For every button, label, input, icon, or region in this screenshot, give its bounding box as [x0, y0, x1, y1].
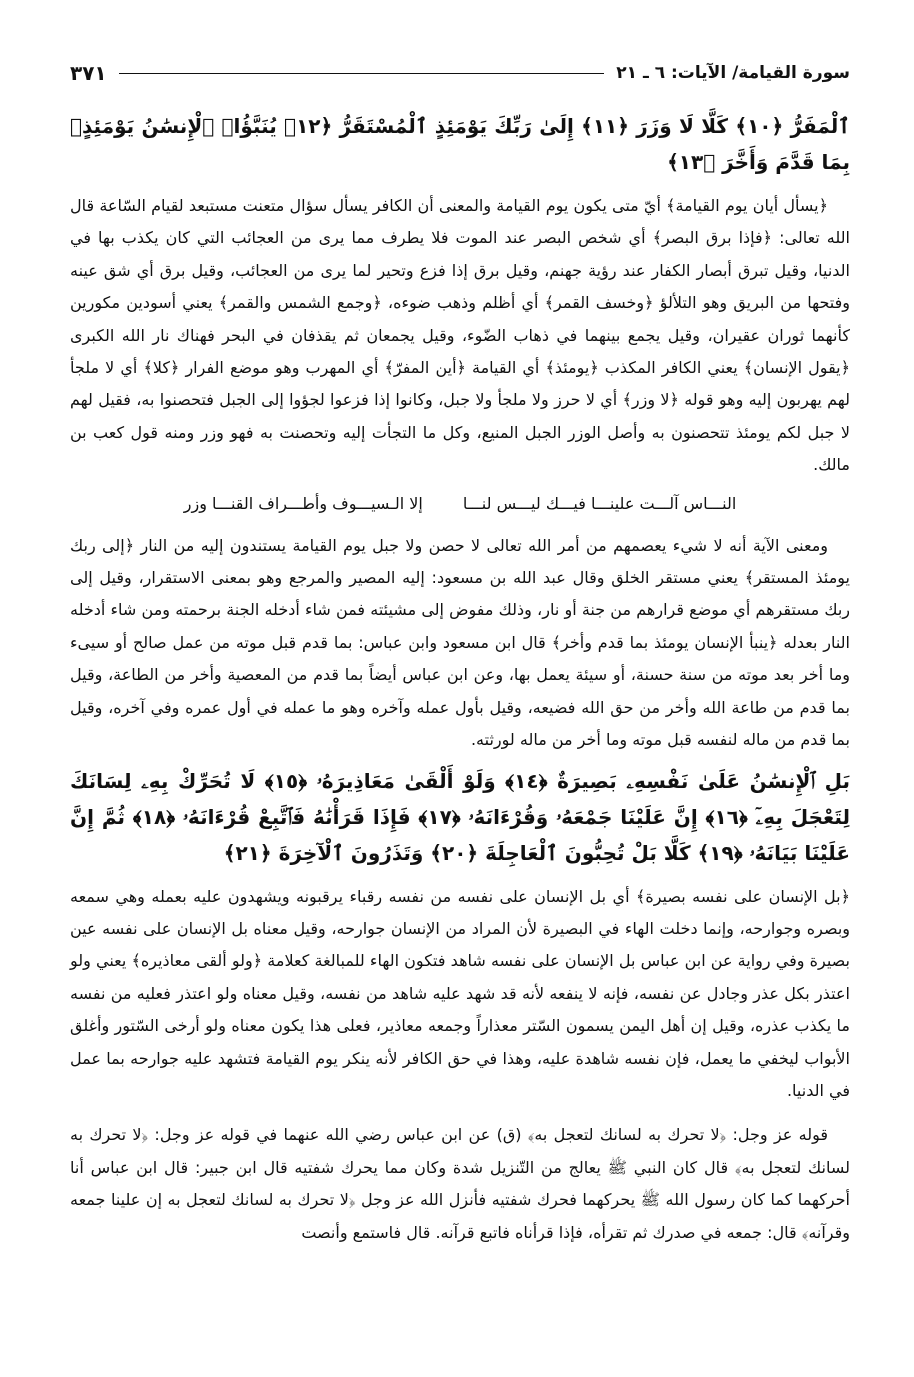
- commentary-paragraph-2: ومعنى الآية أنه لا شيء يعصمهم من أمر الله تعالى لا حصن ولا جبل يوم القيامة يستندون إليه من النار ﴿إلى ربك يومئذ المستقر﴾ يعني مستقر الخلق وقال عبد الله بن مسعود: إليه المصير والمرجع وهو بمعنى الاستقرار، وقيل إلى ربك مستقرهم أي موضع قرارهم من جنة أو نار، وذلك مفوض إلى مشيئته فمن شاء أدخله الجنة برحمته ومن شاء أدخله النار بعدله ﴿ينبأ الإنسان يومئذ بما قدم وأخر﴾ قال ابن مسعود وابن عباس: بما قدم قبل موته من عمل صالح أو سيىء وما أخر بعد موته من سنة حسنة، أو سيئة يعمل بها، وعن ابن عباس أيضاً بما قدم من المعصية وأخر من الطاعة، وقيل بما قدم من طاعة الله وأخر من حق الله فضيعه، وقيل بأول عمله وآخره وهو ما عمله في أول عمره وفي آخره، وقيل بما قدم من ماله لنفسه قبل موته وما أخر من ماله لورثته.: [70, 535, 850, 750]
- quran-verses-block-1: ٱلْمَفَرُّ ﴿١٠﴾ كَلَّا لَا وَزَرَ ﴿١١﴾ إِلَىٰ رَبِّكَ يَوْمَئِذٍ ٱلْمُسْتَقَرُّ ﴿١٢﴾ يُنَبَّؤُا۟ ٱلْإِنسَٰنُ يَوْمَئِذٍۭ بِمَا قَدَّمَ وَأَخَّرَ ﴿١٣﴾: [70, 114, 850, 174]
- quran-verses-block-2: بَلِ ٱلْإِنسَٰنُ عَلَىٰ نَفْسِهِۦ بَصِيرَةٌ ﴿١٤﴾ وَلَوْ أَلْقَىٰ مَعَاذِيرَهُۥ ﴿١٥﴾ لَا تُحَرِّكْ بِهِۦ لِسَانَكَ لِتَعْجَلَ بِهِۦٓ ﴿١٦﴾ إِنَّ عَلَيْنَا جَمْعَهُۥ وَقُرْءَانَهُۥ ﴿١٧﴾ فَإِذَا قَرَأْنَٰهُ فَٱتَّبِعْ قُرْءَانَهُۥ ﴿١٨﴾ ثُمَّ إِنَّ عَلَيْنَا بَيَانَهُۥ ﴿١٩﴾ كَلَّا بَلْ تُحِبُّونَ ٱلْعَاجِلَةَ ﴿٢٠﴾ وَتَذَرُونَ ٱلْآخِرَةَ ﴿٢١﴾: [70, 768, 851, 865]
- header-rule: [119, 73, 605, 74]
- page-number: ٣٧١: [70, 61, 107, 85]
- verse-second-hemistich: إلا الـسيـــوف وأطـــراف القنـــا وزر: [183, 493, 423, 513]
- page-content: [70, 108, 850, 1255]
- verse-first-hemistich: النـــاس آلـــت علينـــا فيـــك ليـــس لنـــا: [462, 493, 737, 513]
- poetry-verse: [70, 488, 850, 520]
- page-header: [70, 58, 850, 88]
- commentary-paragraph-3: ﴿بل الإنسان على نفسه بصيرة﴾ أي بل الإنسان على نفسه من نفسه رقباء يرقبونه ويشهدون عليه بعمله وهي سمعه وبصره وجوارحه، وإنما دخلت الهاء في البصيرة لأن المراد من الإنسان جوارحه، وقيل معناه بل الإنسان على نفسه عين بصيرة وفي رواية عن ابن عباس بل الإنسان على نفسه شاهد فتكون الهاء للمبالغة كعلامة ﴿ولو ألقى معاذيره﴾ يعني ولو اعتذر بكل عذر وجادل عن نفسه، فإنه لا ينفعه لأنه قد شهد عليه شاهد من نفسه، وقيل معناه ولو اعتذر فعليه من نفسه ما يكذب عذره، وقيل إن أهل اليمن يسمون السّتر معذاراً وجمعه معاذير، فعلى هذا يكون معناه ولو أرخى السّتور وأغلق الأبواب ليخفي ما يعمل، فإن نفسه شاهدة عليه، وهذا في حق الكافر لأنه ينكر يوم القيامة فتشهد عليه جوارحه بما عمل في الدنيا.: [70, 886, 850, 1100]
- commentary-paragraph-1: ﴿يسأل أيان يوم القيامة﴾ أيّ متى يكون يوم القيامة والمعنى أن الكافر يسأل سؤال متعنت مستبعد لقيام السّاعة قال الله تعالى: ﴿فإذا برق البصر﴾ أي شخص البصر عند الموت فلا يطرف مما يرى من العجائب التي كان يكذب بها في الدنيا، وقيل تبرق أبصار الكفار عند رؤية جهنم، وقيل برق إذا فزع وتحير لما يرى من العجائب، وقيل برق أي شق عينه وفتحها من البريق وهو التلألؤ ﴿وخسف القمر﴾ أي أظلم وذهب ضوءه، ﴿وجمع الشمس والقمر﴾ يعني أسودين مكورين كأنهما ثوران عقيران، وقيل يجمع بينهما في ذهاب الضّوء، وقيل يجمعان ثم يقذفان في البحر فهناك نار الله الكبرى ﴿يقول الإنسان﴾ يعني الكافر المكذب ﴿يومئذ﴾ أي القيامة ﴿أين المفرّ﴾ أي المهرب وهو موضع الفرار ﴿كلا﴾ أي لا ملجأ لهم يهربون إليه وهو قوله ﴿لا وزر﴾ أي لا حرز ولا ملجأ ولا جبل، وكانوا إذا فزعوا لجؤوا إلى الجبل فتحصنوا به، فقيل لهم لا جبل لكم يومئذ تتحصنون به وأصل الوزر الجبل المنيع، وكل ما التجأت إليه وتحصنت به فهو وزر ومنه قول كعب بن مالك.: [70, 196, 850, 475]
- running-title: سورة القيامة/ الآيات: ٦ ـ ٢١: [616, 63, 850, 83]
- commentary-paragraph-4: قوله عز وجل: ﴿لا تحرك به لسانك لتعجل به﴾ (ق) عن ابن عباس رضي الله عنهما في قوله عز وجل: ﴿لا تحرك به لسانك لتعجل به﴾ قال كان النبي ﷺ يعالج من التّنزيل شدة وكان مما يحرك شفتيه قال ابن جبير: قال ابن عباس أنا أحركهما كما كان رسول الله ﷺ يحركهما فحرك شفتيه فأنزل الله عز وجل ﴿لا تحرك به لسانك لتعجل به إن علينا جمعه وقرآنه﴾ قال: جمعه في صدرك ثم تقرأه، فإذا قرأناه فاتبع قرآنه. قال فاستمع وأنصت: [70, 1125, 850, 1242]
